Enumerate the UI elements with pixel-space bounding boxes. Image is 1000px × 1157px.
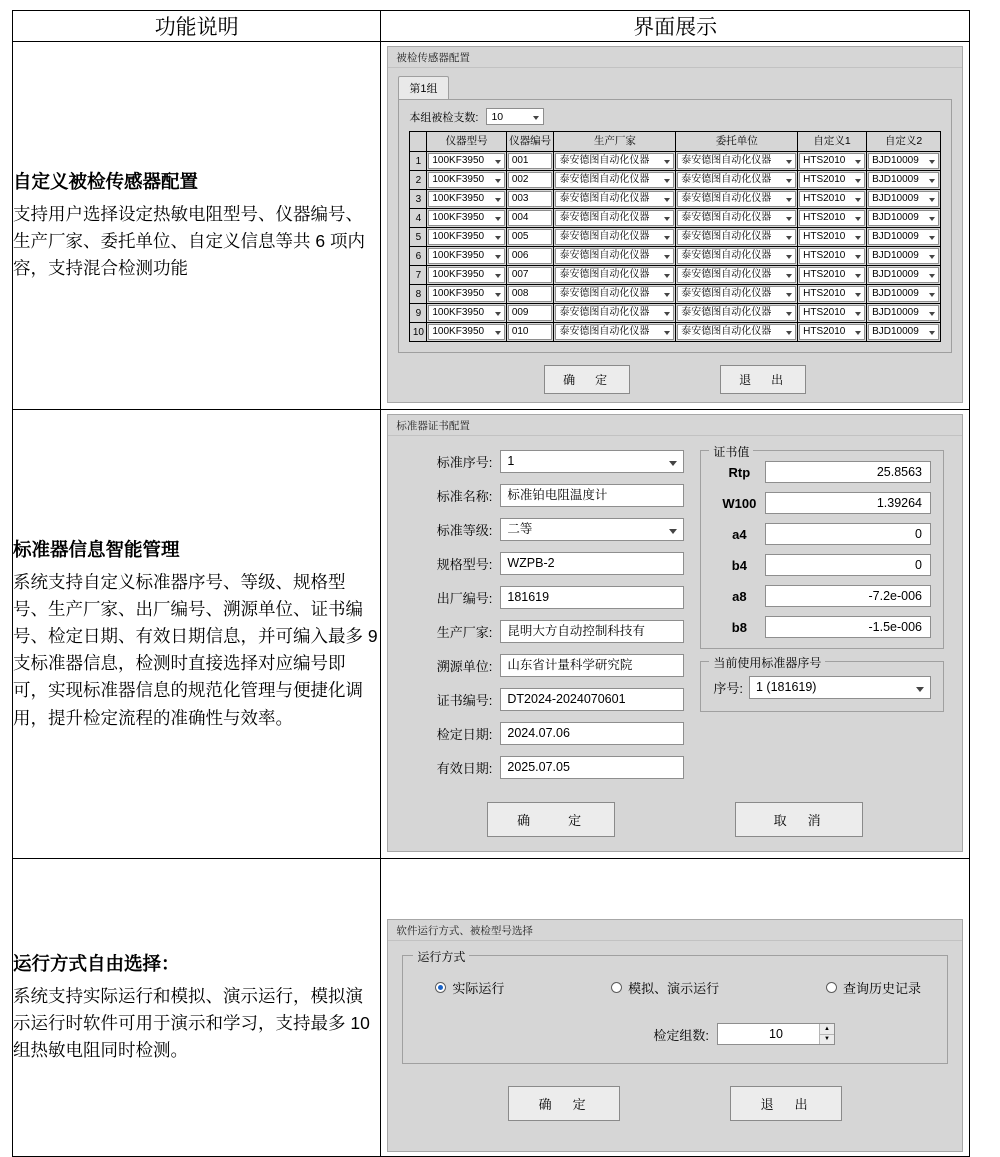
standard-right-column <box>700 445 944 790</box>
cell-custom2[interactable]: BJD10009 <box>868 153 939 169</box>
current-standard-legend: 当前使用标准器序号 <box>709 654 825 671</box>
cell-custom2[interactable]: BJD10009 <box>868 324 939 340</box>
cell-model[interactable]: 100KF3950 <box>428 324 504 340</box>
table-row <box>410 209 941 228</box>
cell-model[interactable]: 100KF3950 <box>428 286 504 302</box>
field-row <box>414 722 684 745</box>
standard-fields-column <box>414 450 684 790</box>
cell-custom2[interactable]: BJD10009 <box>868 172 939 188</box>
radio-option-simulation[interactable] <box>611 978 719 997</box>
cell-serial[interactable]: 007 <box>508 267 553 283</box>
radio-icon-simulation[interactable] <box>611 982 622 993</box>
cell-custom1[interactable]: HTS2010 <box>799 286 865 302</box>
cell-serial[interactable]: 006 <box>508 248 553 264</box>
input-b4[interactable]: 0 <box>765 554 931 576</box>
cell-factory[interactable]: 泰安德图自动化仪器 <box>555 172 674 188</box>
cell-factory[interactable]: 泰安德图自动化仪器 <box>555 210 674 226</box>
cell-model[interactable]: 100KF3950 <box>428 248 504 264</box>
cell-factory[interactable]: 泰安德图自动化仪器 <box>555 153 674 169</box>
label-a8: a8 <box>732 588 747 604</box>
radio-label-simulation: 模拟、演示运行 <box>628 981 720 996</box>
runmode-radio-line <box>419 978 931 997</box>
cell-custom2[interactable]: BJD10009 <box>868 305 939 321</box>
row-number: 4 <box>410 209 427 228</box>
cell-factory[interactable]: 泰安德图自动化仪器 <box>555 286 674 302</box>
cell-client[interactable]: 泰安德图自动化仪器 <box>677 229 796 245</box>
cell-client[interactable]: 泰安德图自动化仪器 <box>677 305 796 321</box>
current-standard-group <box>700 656 944 712</box>
certificate-values-legend: 证书值 <box>709 443 753 460</box>
row-number: 10 <box>410 323 427 342</box>
table-row <box>13 859 970 1157</box>
table-row <box>13 410 970 859</box>
table-row <box>410 323 941 342</box>
radio-icon-history[interactable] <box>826 982 837 993</box>
ui-cell-3 <box>381 859 970 1157</box>
cell-custom2[interactable]: BJD10009 <box>868 210 939 226</box>
label-group-count: 检定组数: <box>653 1027 709 1043</box>
certificate-values-group <box>700 445 944 649</box>
label-current-index: 序号: <box>713 681 743 696</box>
cell-client[interactable]: 泰安德图自动化仪器 <box>677 210 796 226</box>
label-spec-model: 规格型号: <box>436 557 493 572</box>
runmode-window-title: 软件运行方式、被检型号选择 <box>388 920 962 941</box>
runmode-button-row <box>388 1086 962 1121</box>
section-body-3: 系统支持实际运行和模拟、演示运行，模拟演示运行时软件可用于演示和学习，支持最多 10 组热敏电阻同时检测。 <box>13 986 370 1061</box>
col-model: 仪器型号 <box>427 132 506 152</box>
cert-value-row <box>713 523 931 545</box>
radio-label-actual: 实际运行 <box>452 981 505 996</box>
cell-serial[interactable]: 009 <box>508 305 553 321</box>
section-title-3: 运行方式自由选择： <box>13 953 180 975</box>
cell-serial[interactable]: 010 <box>508 324 553 340</box>
spinner-arrows[interactable] <box>819 1024 834 1044</box>
cell-custom2[interactable]: BJD10009 <box>868 191 939 207</box>
cell-model[interactable]: 100KF3950 <box>428 153 504 169</box>
col-custom2: 自定义2 <box>867 132 941 152</box>
standard-cert-window <box>387 414 963 852</box>
input-traceability-unit[interactable]: 山东省计量科学研究院 <box>500 654 684 677</box>
field-row <box>414 620 684 643</box>
label-valid-date: 有效日期: <box>436 761 493 776</box>
cell-client[interactable]: 泰安德图自动化仪器 <box>677 286 796 302</box>
input-calibration-date[interactable]: 2024.07.06 <box>500 722 684 745</box>
cell-client[interactable]: 泰安德图自动化仪器 <box>677 153 796 169</box>
runmode-group <box>402 950 948 1064</box>
description-cell-1 <box>13 42 381 410</box>
table-row <box>410 228 941 247</box>
label-w100: W100 <box>722 495 757 511</box>
col-client: 委托单位 <box>676 132 798 152</box>
cell-serial[interactable]: 008 <box>508 286 553 302</box>
group-count-row <box>409 108 941 125</box>
field-row <box>414 450 684 473</box>
cell-custom1[interactable]: HTS2010 <box>799 210 865 226</box>
spinner-value: 10 <box>769 1027 783 1041</box>
label-factory-number: 出厂编号: <box>436 591 493 606</box>
group-count-row <box>419 1023 931 1045</box>
row-number: 6 <box>410 247 427 266</box>
section-title-1: 自定义被检传感器配置 <box>13 171 199 193</box>
group-count-label: 本组被检支数: <box>409 111 479 124</box>
field-row <box>414 688 684 711</box>
table-row <box>410 190 941 209</box>
row-number: 3 <box>410 190 427 209</box>
table-header-row <box>13 11 970 42</box>
cell-model[interactable]: 100KF3950 <box>428 210 504 226</box>
sensor-exit-button[interactable]: 退 出 <box>720 365 806 394</box>
section-title-2: 标准器信息智能管理 <box>13 539 180 561</box>
label-manufacturer: 生产厂家: <box>436 625 493 640</box>
field-row <box>414 756 684 779</box>
cell-custom1[interactable]: HTS2010 <box>799 305 865 321</box>
radio-label-history: 查询历史记录 <box>842 981 921 996</box>
input-w100[interactable]: 1.39264 <box>765 492 931 514</box>
cell-client[interactable]: 泰安德图自动化仪器 <box>677 324 796 340</box>
sensor-tab-panel <box>398 99 952 353</box>
input-b8[interactable]: -1.5e-006 <box>765 616 931 638</box>
description-cell-3 <box>13 859 381 1157</box>
row-number: 8 <box>410 285 427 304</box>
sensor-grid <box>409 131 941 342</box>
label-standard-index: 标准序号: <box>436 455 493 470</box>
spinner-down-icon[interactable]: ▼ <box>820 1035 834 1045</box>
tab-strip <box>398 76 956 99</box>
label-standard-grade: 标准等级: <box>436 523 493 538</box>
cell-client[interactable]: 泰安德图自动化仪器 <box>677 191 796 207</box>
cell-model[interactable]: 100KF3950 <box>428 229 504 245</box>
cert-value-row <box>713 554 931 576</box>
standard-cert-body <box>388 436 962 794</box>
input-valid-date[interactable]: 2025.07.05 <box>500 756 684 779</box>
cert-value-row <box>713 616 931 638</box>
cell-custom2[interactable]: BJD10009 <box>868 267 939 283</box>
table-row <box>410 285 941 304</box>
sensor-ok-button[interactable]: 确 定 <box>544 365 630 394</box>
cell-custom1[interactable]: HTS2010 <box>799 324 865 340</box>
document-page <box>0 10 1000 1142</box>
field-row <box>414 484 684 507</box>
label-certificate-number: 证书编号: <box>436 693 493 708</box>
field-row <box>414 552 684 575</box>
radio-option-history[interactable] <box>826 978 921 997</box>
input-standard-index[interactable]: 1 <box>500 450 684 473</box>
spinner-group-count[interactable] <box>717 1023 835 1045</box>
runmode-window <box>387 919 963 1152</box>
section-body-1: 支持用户选择设定热敏电阻型号、仪器编号、生产厂家、委托单位、自定义信息等共 6 项内容，支持混合检测功能 <box>13 204 365 279</box>
header-function-description: 功能说明 <box>13 11 381 42</box>
cell-serial[interactable]: 004 <box>508 210 553 226</box>
cert-value-row <box>713 492 931 514</box>
label-rtp: Rtp <box>728 464 751 480</box>
input-spec-model[interactable]: WZPB-2 <box>500 552 684 575</box>
cell-custom1[interactable]: HTS2010 <box>799 229 865 245</box>
input-a4[interactable]: 0 <box>765 523 931 545</box>
standard-cert-window-title: 标准器证书配置 <box>388 415 962 436</box>
input-certificate-number[interactable]: DT2024-2024070601 <box>500 688 684 711</box>
radio-icon-actual[interactable] <box>435 982 446 993</box>
ui-cell-1 <box>381 42 970 410</box>
cell-custom1[interactable]: HTS2010 <box>799 267 865 283</box>
cell-model[interactable]: 100KF3950 <box>428 305 504 321</box>
label-a4: a4 <box>732 526 747 542</box>
cert-value-row <box>713 585 931 607</box>
input-standard-grade[interactable]: 二等 <box>500 518 684 541</box>
cell-serial[interactable]: 001 <box>508 153 553 169</box>
select-current-index[interactable]: 1 (181619) <box>749 676 931 699</box>
cell-factory[interactable]: 泰安德图自动化仪器 <box>555 248 674 264</box>
cell-custom1[interactable]: HTS2010 <box>799 172 865 188</box>
row-number: 7 <box>410 266 427 285</box>
runmode-exit-button[interactable]: 退 出 <box>730 1086 842 1121</box>
feature-table <box>12 10 970 1157</box>
input-factory-number[interactable]: 181619 <box>500 586 684 609</box>
input-manufacturer[interactable]: 昆明大方自动控制科技有 <box>500 620 684 643</box>
input-a8[interactable]: -7.2e-006 <box>765 585 931 607</box>
cell-client[interactable]: 泰安德图自动化仪器 <box>677 172 796 188</box>
input-standard-name[interactable]: 标准铂电阻温度计 <box>500 484 684 507</box>
table-row <box>410 266 941 285</box>
runmode-legend: 运行方式 <box>413 948 469 965</box>
table-row <box>410 304 941 323</box>
cell-custom2[interactable]: BJD10009 <box>868 248 939 264</box>
cell-factory[interactable]: 泰安德图自动化仪器 <box>555 267 674 283</box>
cell-factory[interactable]: 泰安德图自动化仪器 <box>555 324 674 340</box>
cell-model[interactable]: 100KF3950 <box>428 267 504 283</box>
cell-factory[interactable]: 泰安德图自动化仪器 <box>555 229 674 245</box>
label-standard-name: 标准名称: <box>436 489 493 504</box>
ui-cell-2 <box>381 410 970 859</box>
cell-custom1[interactable]: HTS2010 <box>799 248 865 264</box>
cell-custom2[interactable]: BJD10009 <box>868 286 939 302</box>
sensor-grid-header <box>410 132 941 152</box>
tab-group-1[interactable]: 第1组 <box>398 76 448 99</box>
col-factory: 生产厂家 <box>554 132 676 152</box>
standard-ok-button[interactable]: 确 定 <box>487 802 615 837</box>
label-b8: b8 <box>731 619 747 635</box>
row-number: 9 <box>410 304 427 323</box>
input-rtp[interactable]: 25.8563 <box>765 461 931 483</box>
sensor-config-window <box>387 46 963 403</box>
cell-custom1[interactable]: HTS2010 <box>799 191 865 207</box>
sensor-button-row <box>394 365 956 394</box>
header-ui-display: 界面展示 <box>381 11 970 42</box>
cell-serial[interactable]: 002 <box>508 172 553 188</box>
cell-custom1[interactable]: HTS2010 <box>799 153 865 169</box>
standard-button-row <box>388 802 962 837</box>
row-number: 5 <box>410 228 427 247</box>
runmode-ok-button[interactable]: 确 定 <box>508 1086 620 1121</box>
current-standard-row <box>713 676 931 699</box>
cell-factory[interactable]: 泰安德图自动化仪器 <box>555 191 674 207</box>
spinner-up-icon[interactable]: ▲ <box>820 1024 834 1035</box>
cell-custom2[interactable]: BJD10009 <box>868 229 939 245</box>
label-calibration-date: 检定日期: <box>436 727 493 742</box>
table-row <box>13 42 970 410</box>
field-row <box>414 518 684 541</box>
label-traceability-unit: 溯源单位: <box>436 659 493 674</box>
label-b4: b4 <box>731 557 747 573</box>
radio-option-actual[interactable] <box>435 978 504 997</box>
table-row <box>410 152 941 171</box>
cell-serial[interactable]: 005 <box>508 229 553 245</box>
standard-cancel-button[interactable]: 取 消 <box>735 802 863 837</box>
cell-model[interactable]: 100KF3950 <box>428 172 504 188</box>
section-body-2: 系统支持自定义标准器序号、等级、规格型号、生产厂家、出厂编号、溯源单位、证书编号、检定日期、有效日期信息，并可编入最多 9 支标准器信息，检测时直接选择对应编号即可，实现标准器信息的规范化管理与便捷化调用，提升检定流程的准确性与效率。 <box>13 571 378 728</box>
field-row <box>414 654 684 677</box>
cell-serial[interactable]: 003 <box>508 191 553 207</box>
group-count-select[interactable]: 10 <box>486 108 544 125</box>
table-row <box>410 247 941 266</box>
col-custom1: 自定义1 <box>798 132 867 152</box>
field-row <box>414 586 684 609</box>
table-row <box>410 171 941 190</box>
cell-factory[interactable]: 泰安德图自动化仪器 <box>555 305 674 321</box>
cell-client[interactable]: 泰安德图自动化仪器 <box>677 267 796 283</box>
description-cell-2 <box>13 410 381 859</box>
cell-model[interactable]: 100KF3950 <box>428 191 504 207</box>
sensor-config-window-title: 被检传感器配置 <box>388 47 962 68</box>
row-number: 1 <box>410 152 427 171</box>
col-serial: 仪器编号 <box>506 132 554 152</box>
cert-value-row <box>713 461 931 483</box>
cell-client[interactable]: 泰安德图自动化仪器 <box>677 248 796 264</box>
row-number: 2 <box>410 171 427 190</box>
